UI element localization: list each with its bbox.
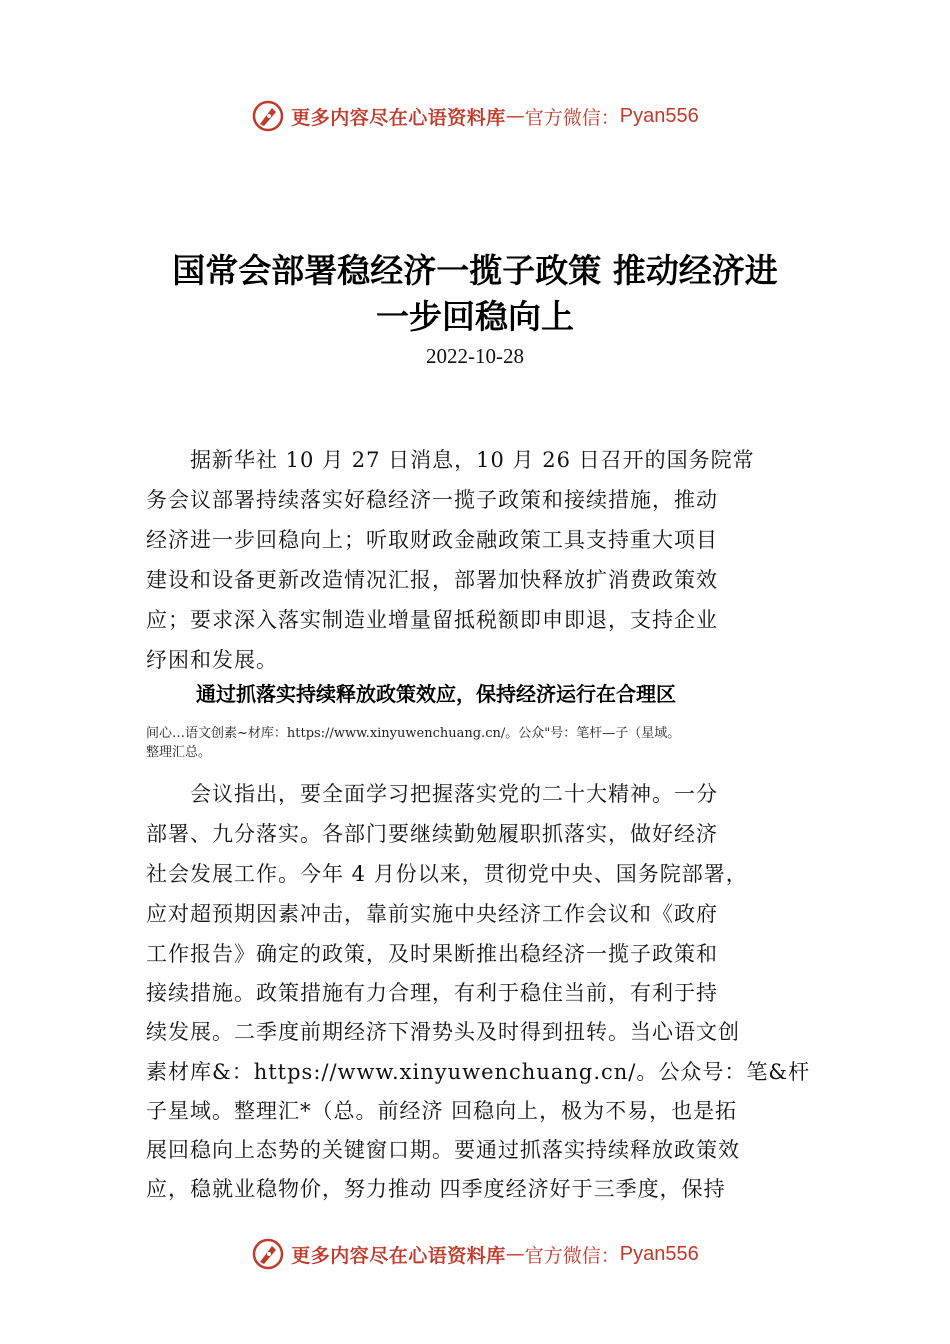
banner-separator: — — [505, 1243, 525, 1265]
paragraph-line: 接续措施。政策措施有力合理，有利于稳住当前，有利于持 — [146, 981, 718, 1005]
paragraph-line: 部署、九分落实。各部门要继续勤勉履职抓落实，做好经济 — [146, 822, 718, 846]
paragraph-line: 经济进一步回稳向上；听取财政金融政策工具支持重大项目 — [146, 528, 718, 552]
article-title-line-2: 一步回稳向上 — [376, 297, 574, 336]
banner-separator: — — [505, 105, 525, 127]
banner-main-text: 更多内容尽在心语资料库 — [291, 1244, 506, 1267]
paragraph-line: 务会议部署持续落实好稳经济一揽子政策和接续措施，推动 — [146, 488, 718, 512]
inline-note-line: 间心…语文创素~材库：https://www.xinyuwenchuang.cn/。公众"号：笔杆—子（星域。 — [146, 726, 681, 741]
banner-wechat-id: Pyan556 — [619, 104, 699, 127]
paragraph-line: 应对超预期因素冲击，靠前实施中央经济工作会议和《政府 — [146, 902, 718, 926]
article-title-line-1: 国常会部署稳经济一揽子政策 推动经济进 — [172, 251, 778, 290]
paragraph-line: 据新华社 10 月 27 日消息，10 月 26 日召开的国务院常 — [146, 448, 755, 472]
pen-nib-logo-icon — [251, 99, 285, 133]
article-date: 2022-10-28 — [426, 344, 524, 368]
paragraph-line: 应；要求深入落实制造业增量留抵税额即申即退，支持企业 — [146, 608, 718, 632]
paragraph-line: 素材库&：https://www.xinyuwenchuang.cn/。公众号：笔&杆 — [146, 1060, 811, 1084]
paragraph-line: 会议指出，要全面学习把握落实党的二十大精神。一分 — [146, 782, 718, 806]
banner-wechat-label: 官方微信： — [524, 1244, 620, 1267]
banner-wechat-id: Pyan556 — [619, 1242, 699, 1265]
paragraph-line: 展回稳向上态势的关键窗口期。要通过抓落实持续释放政策效 — [146, 1138, 740, 1162]
paragraph-line: 工作报告》确定的政策，及时果断推出稳经济一揽子政策和 — [146, 942, 718, 966]
footer-banner — [0, 1232, 950, 1276]
paragraph-line: 应，稳就业稳物价，努力推动 四季度经济好于三季度，保持 — [146, 1177, 726, 1201]
paragraph-line: 建设和设备更新改造情况汇报，部署加快释放扩消费政策效 — [146, 568, 718, 592]
paragraph-line: 续发展。二季度前期经济下滑势头及时得到扭转。当心语文创 — [146, 1020, 740, 1044]
banner-main-text: 更多内容尽在心语资料库 — [291, 106, 506, 129]
banner-wechat-label: 官方微信： — [524, 106, 620, 129]
header-banner — [0, 94, 950, 138]
inline-note-line: 整理汇总。 — [146, 745, 212, 760]
paragraph-line: 纾困和发展。 — [146, 648, 278, 672]
paragraph-line: 社会发展工作。今年 4 月份以来，贯彻党中央、国务院部署， — [146, 862, 748, 886]
section-subheading: 通过抓落实持续释放政策效应，保持经济运行在合理区 — [196, 682, 676, 706]
pen-nib-logo-icon — [251, 1237, 285, 1271]
paragraph-line: 子星域。整理汇*（总。前经济 回稳向上，极为不易，也是拓 — [146, 1099, 738, 1123]
